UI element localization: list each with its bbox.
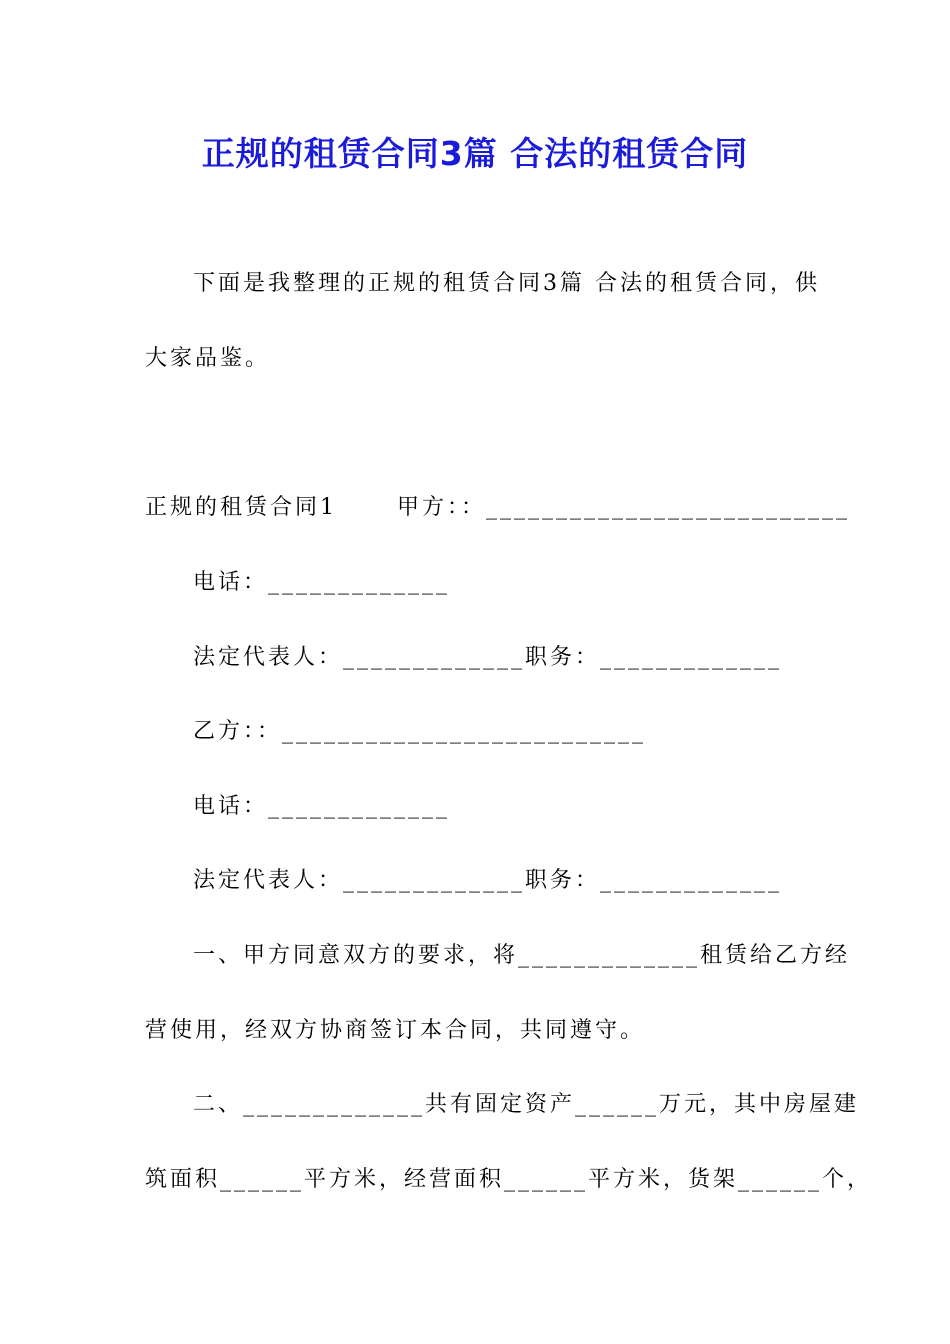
party-a-phone: 电话：_____________ bbox=[193, 570, 451, 595]
party-b-representative: 法定代表人：_____________职务：_____________ bbox=[193, 868, 783, 893]
contract-heading-party-a: 正规的租赁合同1 甲方：：__________________________ bbox=[145, 495, 850, 520]
clause-1-line-2: 营使用，经双方协商签订本合同，共同遵守。 bbox=[145, 1018, 646, 1043]
document-title: 正规的租赁合同3篇 合法的租赁合同 bbox=[201, 134, 749, 173]
intro-line-2: 大家品鉴。 bbox=[145, 346, 271, 371]
intro-line-1: 下面是我整理的正规的租赁合同3篇 合法的租赁合同，供 bbox=[193, 271, 820, 296]
party-a-representative: 法定代表人：_____________职务：_____________ bbox=[193, 645, 783, 670]
clause-1-line-1: 一、甲方同意双方的要求，将_____________租赁给乙方经 bbox=[193, 943, 851, 968]
party-b: 乙方：：__________________________ bbox=[193, 719, 647, 744]
party-b-phone: 电话：_____________ bbox=[193, 794, 451, 819]
clause-2-line-1: 二、_____________共有固定资产______万元，其中房屋建 bbox=[193, 1092, 860, 1117]
clause-2-line-2: 筑面积______平方米，经营面积______平方米，货架______个， bbox=[145, 1167, 873, 1192]
